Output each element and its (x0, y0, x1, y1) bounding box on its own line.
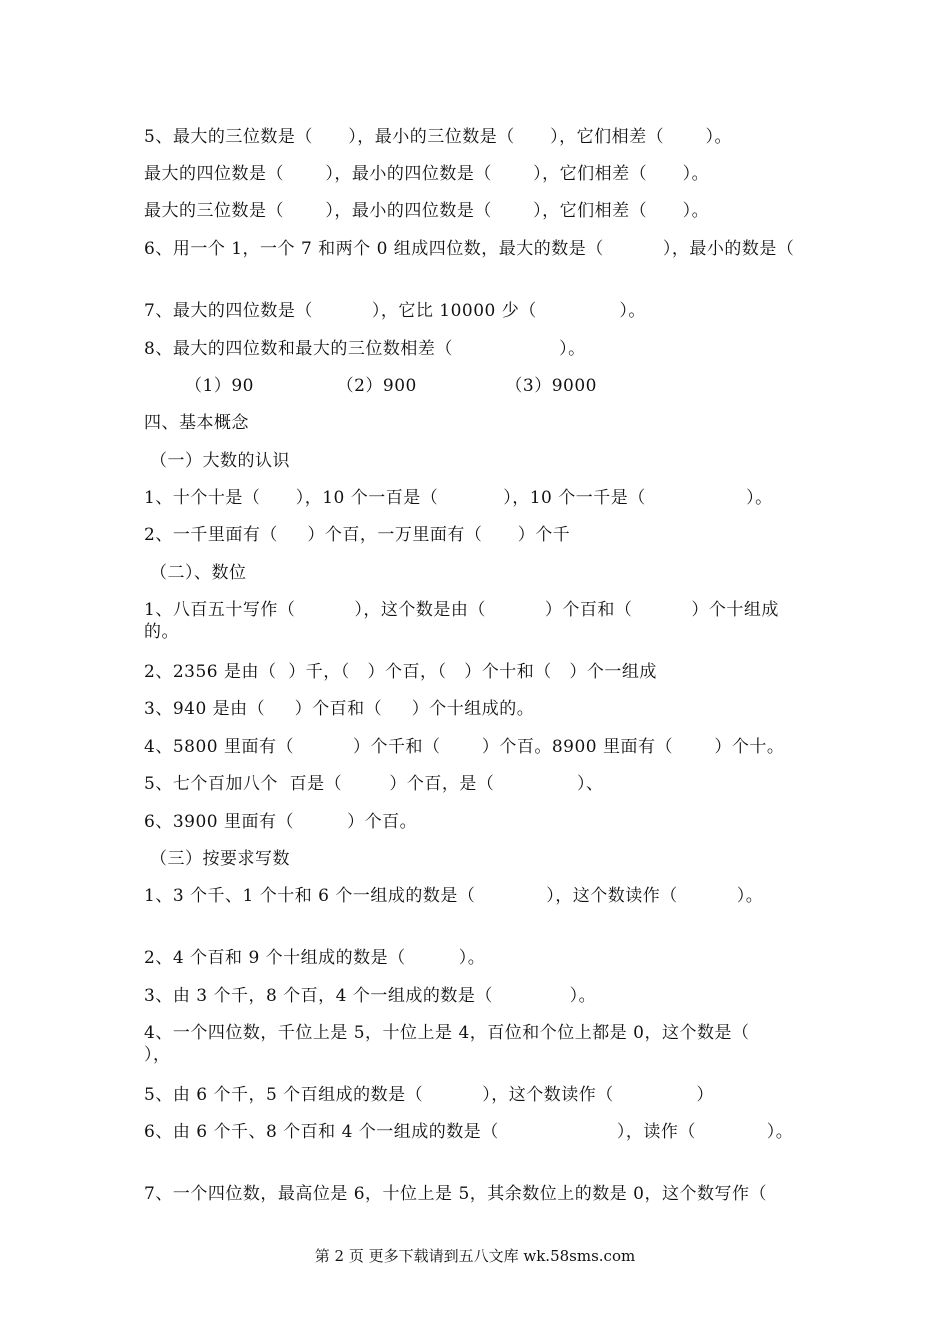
text-line-q6: 6、用一个 1，一个 7 和两个 0 组成四位数，最大的数是（ ），最小的数是（ (144, 239, 795, 259)
text-line-place-5: 5、七个百加八个 百是（ ）个百，是（ ）、 (144, 774, 604, 794)
text-line-write-4: 4、一个四位数，千位上是 5，十位上是 4，百位和个位上都是 0，这个数是（ ）， (144, 1023, 809, 1065)
text-line-big-1: 1、十个十是（ ），10 个一百是（ ），10 个一千是（ ）。 (144, 488, 773, 508)
text-line-q8: 8、最大的四位数和最大的三位数相差（ ）。 (144, 339, 586, 359)
text-line-write-1: 1、3 个千、1 个十和 6 个一组成的数是（ ），这个数读作（ ）。 (144, 886, 764, 906)
subsection-heading-write-numbers: （三）按要求写数 (150, 849, 290, 869)
text-line-q7: 7、最大的四位数是（ ），它比 10000 少（ ）。 (144, 301, 646, 321)
text-line-place-3: 3、940 是由（ ）个百和（ ）个十组成的。 (144, 699, 535, 719)
text-line-write-2: 2、4 个百和 9 个十组成的数是（ ）。 (144, 948, 486, 968)
text-line-place-6: 6、3900 里面有（ ）个百。 (144, 812, 418, 832)
text-line-four-digit: 最大的四位数是（ ），最小的四位数是（ ），它们相差（ ）。 (144, 164, 710, 184)
text-line-q8-options: （1）90 （2）900 （3）9000 (185, 376, 598, 396)
text-line-big-2: 2、一千里面有（ ）个百，一万里面有（ ）个千 (144, 525, 571, 545)
subsection-heading-place-value: （二）、数位 (150, 563, 247, 583)
text-line-place-4: 4、5800 里面有（ ）个千和（ ）个百。8900 里面有（ ）个十。 (144, 737, 785, 757)
text-line-q5-three-digit: 5、最大的三位数是（ ），最小的三位数是（ ），它们相差（ ）。 (144, 127, 732, 147)
page-footer: 第 2 页 更多下载请到五八文库 wk.58sms.com (314, 1247, 636, 1265)
text-line-place-2: 2、2356 是由（ ）千，（ ）个百，（ ）个十和（ ）个一组成 (144, 662, 657, 682)
text-line-three-four-digit: 最大的三位数是（ ），最小的四位数是（ ），它们相差（ ）。 (144, 201, 710, 221)
text-line-write-3: 3、由 3 个千，8 个百，4 个一组成的数是（ ）。 (144, 986, 597, 1006)
text-line-place-1: 1、八百五十写作（ ），这个数是由（ ）个百和（ ）个十组成的。 (144, 600, 779, 642)
text-line-write-5: 5、由 6 个千，5 个百组成的数是（ ），这个数读作（ ） (144, 1085, 714, 1105)
section-heading-basic-concepts: 四、基本概念 (144, 413, 249, 433)
text-line-write-6: 6、由 6 个千、8 个百和 4 个一组成的数是（ ），读作（ ）。 (144, 1122, 794, 1142)
subsection-heading-big-numbers: （一）大数的认识 (150, 451, 290, 471)
text-line-write-7: 7、一个四位数，最高位是 6，十位上是 5，其余数位上的数是 0，这个数写作（ (144, 1184, 767, 1204)
